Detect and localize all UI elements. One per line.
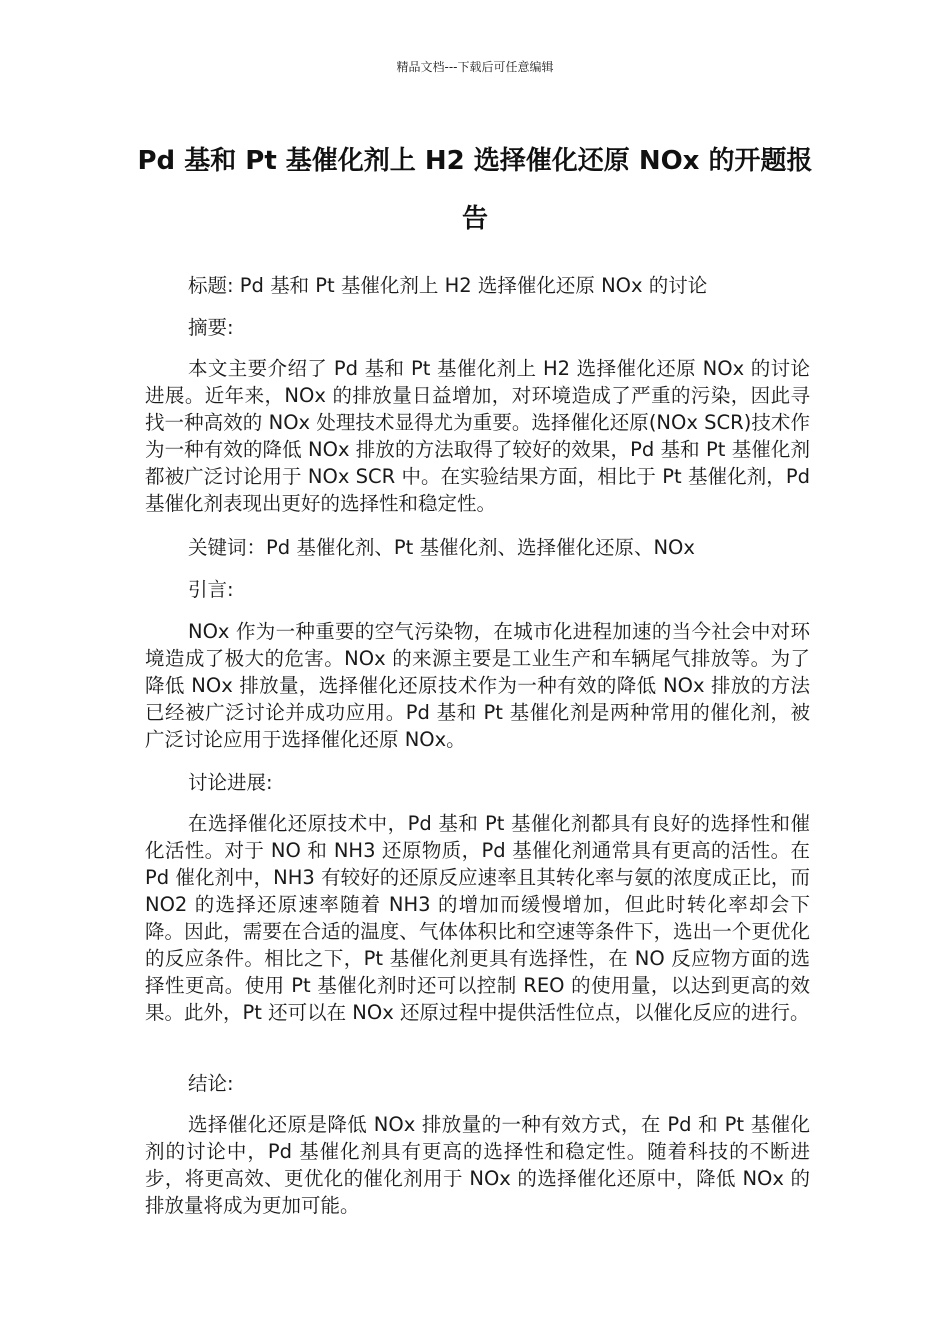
intro-heading: 引言: (188, 578, 234, 601)
progress-heading: 讨论进展: (188, 771, 273, 794)
conclusion-heading: 结论: (188, 1072, 234, 1095)
conclusion-paragraph: 选择催化还原是降低 NOx 排放量的一种有效方式，在 Pd 和 Pt 基催化剂的讨论中，Pd 基催化剂具有更高的选择性和稳定性。随着科技的不断进步，将更高效、更优化的催化剂用于 NOx 的选择催化还原中，降低 NOx 的排放量将成为更加可能。 (145, 1113, 810, 1217)
abstract-heading: 摘要: (188, 316, 234, 339)
keywords-line: 关键词：Pd 基催化剂、Pt 基催化剂、选择催化还原、NOx (188, 536, 695, 559)
header-note: 精品文档---下载后可任意编辑 (396, 60, 554, 74)
progress-paragraph: 在选择催化还原技术中，Pd 基和 Pt 基催化剂都具有良好的选择性和催化活性。对于 NO 和 NH3 还原物质，Pd 基催化剂通常具有更高的活性。在 Pd 催化剂中，NH3 有较好的还原反应速率且其转化率与氨的浓度成正比，而 NO2 的选择还原速率随着 NH3 的增加而缓慢增加，但此时转化率却会下降。因此，需要在合适的温度、气体体积比和空速等条件下，选出一个更优化的反应条件。相比之下，Pt 基催化剂更具有选择性，在 NO 反应物方面的选择性更高。使用 Pt 基催化剂时还可以控制 REO 的使用量，以达到更高的效果。此外，Pt 还可以在 NOx 还原过程中提供活性位点，以催化反应的进行。 (145, 812, 810, 1024)
document-title: Pd 基和 Pt 基催化剂上 H2 选择催化还原 NOx 的开题报告 (137, 146, 813, 234)
intro-paragraph: NOx 作为一种重要的空气污染物，在城市化进程加速的当今社会中对环境造成了极大的危害。NOx 的来源主要是工业生产和车辆尾气排放等。为了降低 NOx 排放量，选择催化还原技术作为一种有效的降低 NOx 排放的方法已经被广泛讨论并成功应用。Pd 基和 Pt 基催化剂是两种常用的催化剂，被广泛讨论应用于选择催化还原 NOx。 (145, 620, 810, 751)
abstract-paragraph: 本文主要介绍了 Pd 基和 Pt 基催化剂上 H2 选择催化还原 NOx 的讨论进展。近年来，NOx 的排放量日益增加，对环境造成了严重的污染，因此寻找一种高效的 NOx 处理技术显得尤为重要。选择催化还原(NOx SCR)技术作为一种有效的降低 NOx 排放的方法取得了较好的效果，Pd 基和 Pt 基催化剂都被广泛讨论用于 NOx SCR 中。在实验结果方面，相比于 Pt 基催化剂，Pd 基催化剂表现出更好的选择性和稳定性。 (145, 357, 810, 515)
subject-line: 标题: Pd 基和 Pt 基催化剂上 H2 选择催化还原 NOx 的讨论 (188, 274, 708, 297)
